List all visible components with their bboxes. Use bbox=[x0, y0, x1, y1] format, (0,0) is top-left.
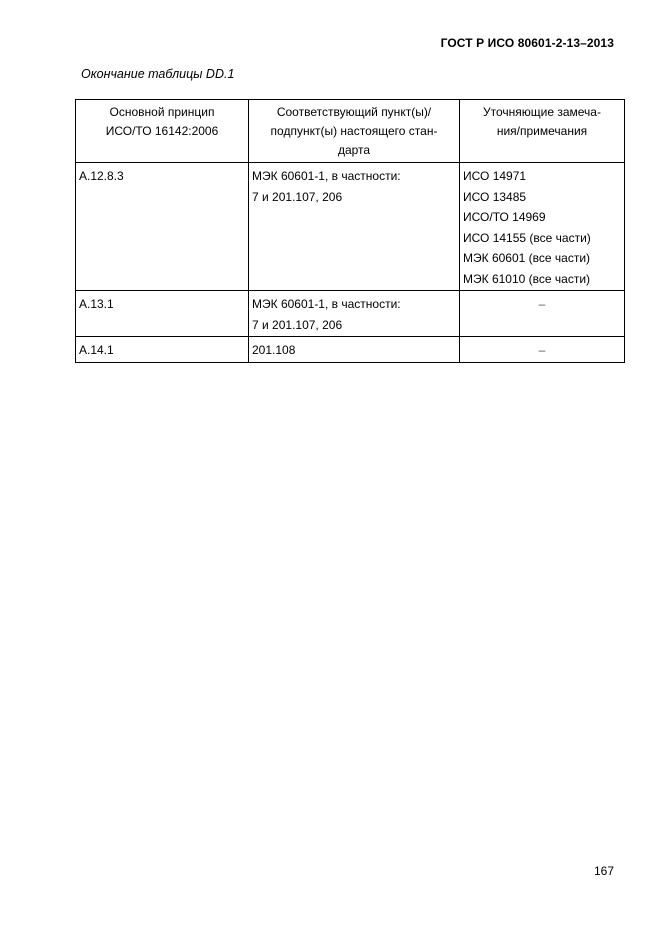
note-line: ИСО 14155 (все части) bbox=[463, 230, 591, 245]
cell-clause bbox=[249, 291, 460, 337]
standards-table bbox=[75, 99, 625, 363]
cell-notes bbox=[460, 337, 625, 363]
table-row bbox=[76, 337, 625, 363]
page-number: 167 bbox=[593, 864, 614, 878]
note-line: ИСО 14971 bbox=[463, 169, 527, 183]
note-line: МЭК 60601 (все части) bbox=[463, 251, 591, 265]
note-line: ИСО 13485 bbox=[463, 189, 527, 204]
header-line: ИСО/ТО 16142:2006 bbox=[105, 124, 219, 138]
document-code-header: ГОСТ Р ИСО 80601-2-13–2013 bbox=[440, 36, 614, 50]
clause-line: МЭК 60601-1, в частности: bbox=[252, 297, 401, 311]
cell-clause bbox=[249, 337, 460, 363]
header-line: Соответствующий пункт(ы)/ bbox=[276, 105, 432, 119]
cell-notes bbox=[460, 291, 625, 337]
cell-notes bbox=[460, 163, 625, 291]
cell-clause bbox=[249, 163, 460, 291]
cell-principle: A.14.1 bbox=[76, 337, 249, 363]
clause-line: 7 и 201.107, 206 bbox=[252, 189, 343, 204]
clause-line: МЭК 60601-1, в частности: bbox=[252, 169, 401, 183]
note-line: МЭК 61010 (все части) bbox=[463, 271, 591, 286]
header-line: Уточняющие замеча- bbox=[483, 105, 601, 119]
header-line: ния/примечания bbox=[496, 124, 588, 138]
table-caption: Окончание таблицы DD.1 bbox=[81, 67, 235, 81]
note-line: ИСО/ТО 14969 bbox=[463, 210, 546, 224]
column-header-notes bbox=[460, 100, 625, 163]
header-line: дарта bbox=[337, 143, 371, 157]
header-line: Основной принцип bbox=[109, 105, 215, 119]
clause-line: 7 и 201.107, 206 bbox=[252, 317, 343, 332]
header-line: подпункт(ы) настоящего стан- bbox=[270, 124, 438, 138]
table-row bbox=[76, 291, 625, 337]
note-dash: – bbox=[538, 297, 546, 311]
table-row bbox=[76, 163, 625, 291]
clause-line: 201.108 bbox=[252, 343, 296, 357]
column-header-principle bbox=[76, 100, 249, 163]
column-header-clause bbox=[249, 100, 460, 163]
cell-principle: A.12.8.3 bbox=[76, 163, 249, 291]
cell-principle: A.13.1 bbox=[76, 291, 249, 337]
note-dash: – bbox=[538, 343, 546, 357]
table-header-row bbox=[76, 100, 625, 163]
